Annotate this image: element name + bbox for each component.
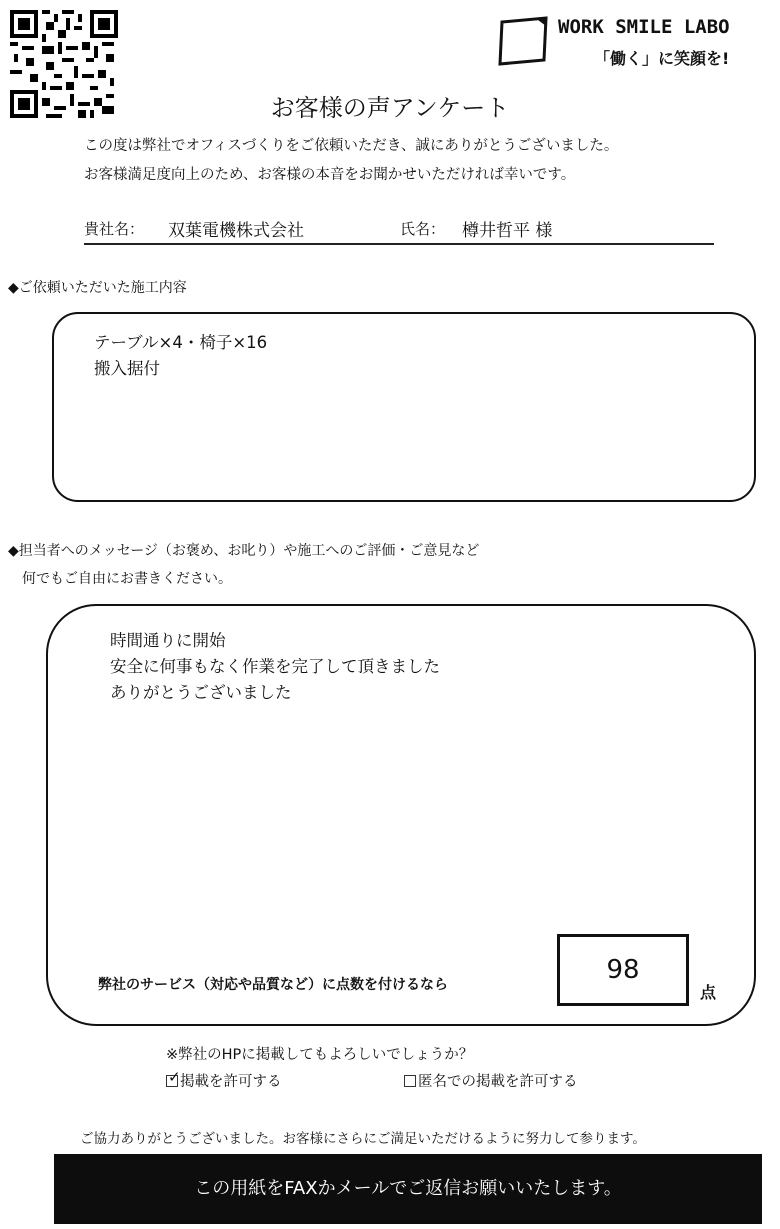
work-content-box: [52, 312, 756, 502]
permit-anonymous-checkbox[interactable]: [404, 1075, 416, 1087]
customer-info-row: [84, 215, 714, 245]
message-line-2: 安全に何事もなく作業を完了して頂きました: [110, 657, 440, 676]
score-unit: 点: [700, 983, 717, 1002]
score-label: 弊社のサービス（対応や品質など）に点数を付けるなら: [98, 977, 448, 993]
permit-anonymous-label: 匿名での掲載を許可する: [418, 1074, 578, 1090]
brand-tagline: 「働く」に笑顔を!: [594, 49, 730, 68]
message-line-1: 時間通りに開始: [110, 631, 226, 650]
work-content-heading: ◆ご依頼いただいた施工内容: [8, 280, 187, 296]
company-name: 双葉電機株式会社: [168, 221, 304, 241]
permit-publish-checkbox[interactable]: [166, 1068, 181, 1087]
work-smile-labo-logo: [496, 16, 550, 66]
message-heading: ◆担当者へのメッセージ（お褒め、お叱り）や施工へのご評価・ご意見など: [8, 543, 480, 559]
intro-line-2: お客様満足度向上のため、お客様の本音をお聞かせいただければ幸いです。: [84, 167, 576, 183]
customer-name: 樽井哲平 様: [462, 221, 553, 241]
work-line-2: 搬入据付: [94, 359, 160, 378]
checkmark-icon: ✓: [168, 1068, 181, 1086]
permit-anonymous-option[interactable]: [404, 1070, 578, 1091]
hp-permission-question: ※弊社のHPに掲載してもよろしいでしょうか？: [166, 1047, 474, 1063]
score-value: 98: [557, 934, 689, 1006]
company-label: 貴社名：: [84, 220, 145, 238]
brand-logo: [496, 14, 776, 74]
page-title: お客様の声アンケート: [270, 94, 510, 122]
intro-line-1: この度は弊社でオフィスづくりをご依頼いただき、誠にありがとうございました。: [84, 138, 619, 154]
message-subheading: 何でもご自由にお書きください。: [22, 571, 232, 587]
brand-name: WORK SMILE LABO: [558, 16, 730, 38]
thanks-message: ご協力ありがとうございました。お客様にさらにご満足いただけるように努力して参ります。: [80, 1131, 646, 1147]
footer-banner: この用紙をFAXかメールでご返信お願いいたします。: [54, 1154, 762, 1224]
message-line-3: ありがとうございました: [110, 683, 292, 702]
permit-publish-option[interactable]: [166, 1070, 282, 1091]
permit-publish-label: 掲載を許可する: [180, 1074, 282, 1090]
work-line-1: テーブル×4・椅子×16: [94, 333, 268, 352]
customer-name-label: 氏名：: [400, 220, 446, 238]
